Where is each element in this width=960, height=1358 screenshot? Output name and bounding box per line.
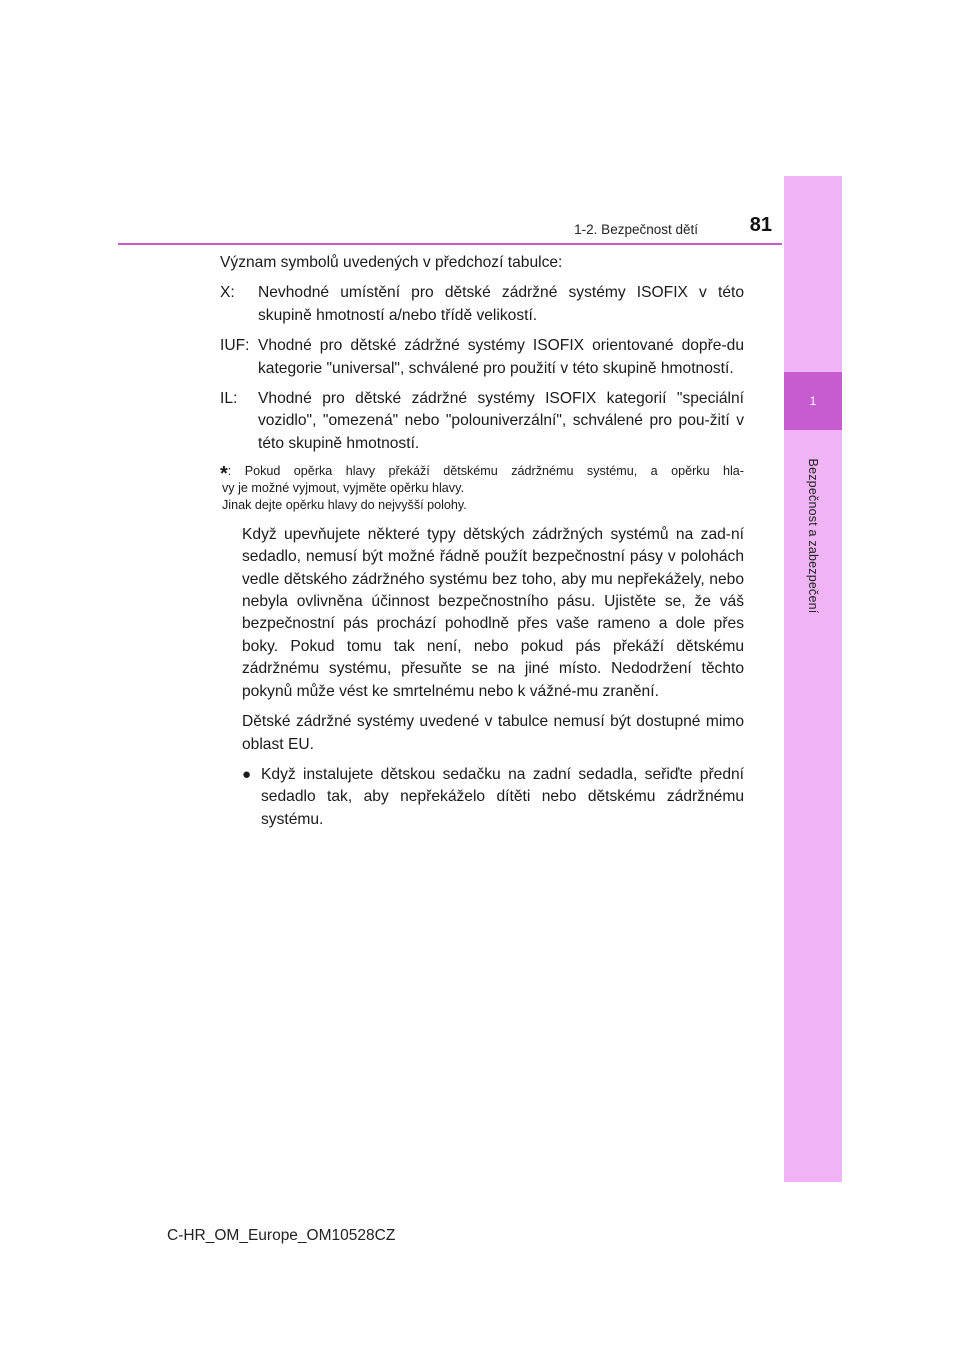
- definition-x: [220, 282, 744, 327]
- bullet-item: [220, 764, 744, 831]
- page-content: [220, 252, 744, 831]
- intro-text: Význam symbolů uvedených v předchozí tabulce:: [220, 254, 563, 271]
- chapter-number: 1: [809, 394, 817, 408]
- definition-term: IUF:: [220, 337, 250, 355]
- bullet-text: Když instalujete dětskou sedačku na zadní sedadla, seřiďte přední sedadlo tak, aby nepřekáželo dítěti nebo dětskému zádržnému systému.: [261, 765, 744, 828]
- chapter-number-marker: [784, 372, 842, 430]
- body-paragraph-2: Dětské zádržné systémy uvedené v tabulce nemusí být dostupné mimo oblast EU.: [242, 713, 744, 753]
- definition-text: Vhodné pro dětské zádržné systémy ISOFIX orientované dopře-du kategorie "universal", schválené pro použití v této skupině hmotností.: [258, 337, 744, 377]
- bullet-marker: ●: [242, 765, 252, 783]
- footnote: [220, 463, 744, 514]
- definition-text: Vhodné pro dětské zádržné systémy ISOFIX kategorií "speciální vozidlo", "omezená" nebo "polouniverzální", schválené pro pou-žití v této skupině hmotností.: [258, 390, 744, 452]
- document-code: C-HR_OM_Europe_OM10528CZ: [167, 1227, 396, 1244]
- chapter-title-vertical: Bezpečnost a zabezpečení: [806, 458, 820, 614]
- page-number: 81: [749, 214, 772, 236]
- footnote-text-1: : Pokud opěrka hlavy překáží dětskému zádržnému systému, a opěrku hla-: [227, 464, 744, 479]
- section-title: 1-2. Bezpečnost dětí: [574, 222, 698, 237]
- definition-iuf: [220, 335, 744, 380]
- footnote-marker: *: [220, 463, 228, 486]
- header-rule: [118, 243, 782, 245]
- definition-text: Nevhodné umístění pro dětské zádržné systémy ISOFIX v této skupině hmotností a/nebo třídě velikostí.: [258, 284, 744, 324]
- chapter-side-tab: [784, 176, 842, 1182]
- footnote-line-3: Jinak dejte opěrku hlavy do nejvyšší polohy.: [222, 498, 467, 513]
- footnote-line-1: [220, 463, 744, 486]
- body-paragraph-1: Když upevňujete některé typy dětských zádržných systémů na zad-ní sedadlo, nemusí být možné řádně použít bezpečnostní pásy v polohách vedle dětského zádržného systému bez toho, aby mu nepřekážely, nebo nebyla ovlivněna účinnost bezpečnostního pásu. Ujistěte se, že váš bezpečnostní pás prochází pohodlně přes vaše rameno a dole přes boky. Pokud tomu tak není, nebo pokud pás překáží dětskému zádržnému systému, přesuňte se na jiné místo. Nedodržení těchto pokynů může vést ke smrtelnému nebo k vážné-mu zranění.: [242, 525, 744, 700]
- definition-il: [220, 388, 744, 455]
- footnote-line-2: vy je možné vyjmout, vyjměte opěrku hlavy.: [222, 481, 464, 496]
- definition-term: X:: [220, 284, 235, 302]
- definition-term: IL:: [220, 390, 238, 408]
